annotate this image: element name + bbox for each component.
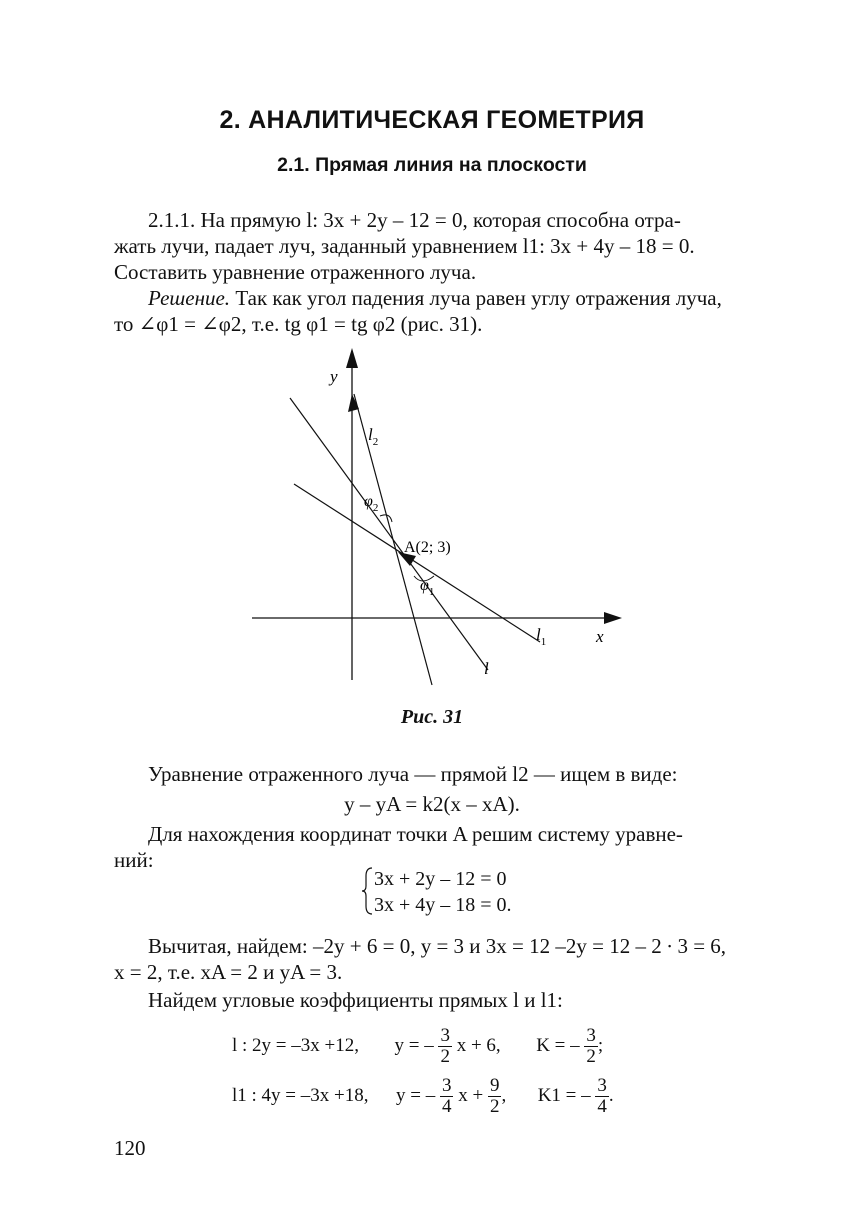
row1-lhs: l : 2y = –3x +12, bbox=[232, 1034, 359, 1056]
system-equation-1: 3x + 2y – 12 = 0 bbox=[374, 868, 507, 890]
phi1-label: $\varphi_1$ bbox=[420, 577, 435, 598]
row1-y-pre: y = – bbox=[394, 1034, 434, 1056]
phi2-label: $\varphi_2$ bbox=[364, 493, 379, 514]
x-axis-label: x bbox=[596, 627, 604, 646]
slopes-intro: Найдем угловые коэффициенты прямых l и l1: bbox=[148, 988, 563, 1012]
row1-k-fraction: $\frac{3}{2}$ bbox=[586, 1025, 596, 1067]
line-l bbox=[290, 398, 488, 670]
system-equation-2: 3x + 4y – 18 = 0. bbox=[374, 894, 512, 916]
page-number: 120 bbox=[114, 1136, 146, 1160]
row2-k-fraction: $\frac{3}{4}$ bbox=[597, 1075, 607, 1117]
chapter-title: 2. АНАЛИТИЧЕСКАЯ ГЕОМЕТРИЯ bbox=[219, 106, 645, 134]
problem-line-3: Составить уравнение отраженного луча. bbox=[114, 260, 477, 284]
row1-y-fraction: $\frac{3}{2}$ bbox=[440, 1025, 450, 1067]
row2-k-post: . bbox=[608, 1084, 614, 1106]
x-axis-arrow bbox=[604, 612, 622, 624]
figure-caption: Рис. 31 bbox=[400, 706, 464, 728]
equation-row-1 bbox=[232, 1026, 603, 1067]
problem-line-1: 2.1.1. На прямую l: 3x + 2y – 12 = 0, которая способна отра- bbox=[148, 208, 681, 232]
solution-line-1 bbox=[148, 286, 722, 311]
reflected-equation: y – yA = k2(x – xA). bbox=[344, 792, 520, 816]
section-title: 2.1. Прямая линия на плоскости bbox=[277, 154, 587, 176]
problem-line-2: жать лучи, падает луч, заданный уравнением l1: 3x + 4y – 18 = 0. bbox=[114, 234, 695, 258]
find-coords-line-2: ний: bbox=[114, 848, 154, 872]
reflected-arrow bbox=[348, 394, 359, 412]
subtract-line-2: x = 2, т.е. xA = 2 и yA = 3. bbox=[114, 960, 343, 984]
y-axis-label: y bbox=[330, 367, 338, 386]
row1-k-pre: K = – bbox=[536, 1034, 580, 1056]
find-coords-line-1: Для нахождения координат точки A решим систему уравне- bbox=[148, 822, 683, 846]
solution-line-2: то ∠φ1 = ∠φ2, т.е. tg φ1 = tg φ2 (рис. 31). bbox=[114, 312, 483, 336]
l1-label: $l_1$ bbox=[536, 625, 547, 648]
row2-y-fraction-2: $\frac{9}{2}$ bbox=[489, 1075, 500, 1117]
row2-y-fraction: $\frac{3}{4}$ bbox=[441, 1075, 452, 1117]
y-axis-arrow bbox=[346, 348, 358, 368]
system-brace bbox=[360, 866, 374, 916]
row1-y-post: x + 6, bbox=[456, 1034, 501, 1056]
solution-label: Решение. bbox=[148, 286, 231, 310]
row2-k-pre: K1 = – bbox=[537, 1084, 591, 1106]
point-a-label: A(2; 3) bbox=[404, 539, 451, 556]
reflected-intro: Уравнение отраженного луча — прямой l2 — ищем в виде: bbox=[148, 762, 678, 786]
row2-y-mid: x + bbox=[458, 1084, 484, 1106]
figure-31 bbox=[230, 340, 630, 690]
subtract-line-1: Вычитая, найдем: –2y + 6 = 0, y = 3 и 3x = 12 –2y = 12 – 2 ∙ 3 = 6, bbox=[148, 934, 727, 958]
equation-row-2 bbox=[232, 1076, 614, 1117]
row2-y-post: , bbox=[501, 1084, 507, 1106]
l2-label: $l_2$ bbox=[368, 425, 379, 448]
row2-y-pre: y = – bbox=[396, 1084, 436, 1106]
row2-lhs: l1 : 4y = –3x +18, bbox=[232, 1084, 369, 1106]
solution-line-1-text: Так как угол падения луча равен углу отражения луча, bbox=[230, 286, 722, 310]
angle-phi2-arc bbox=[380, 515, 392, 522]
l-label: l bbox=[484, 659, 489, 678]
row1-k-post: ; bbox=[597, 1034, 604, 1056]
